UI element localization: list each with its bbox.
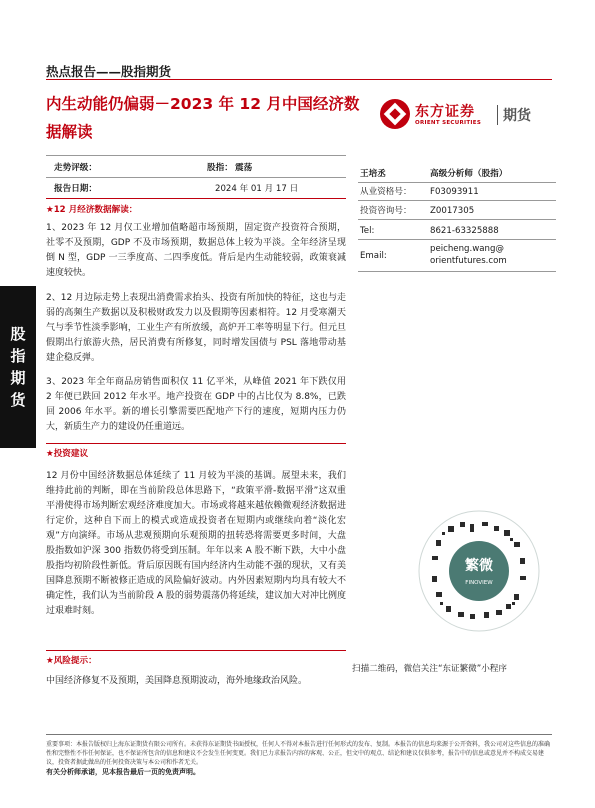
date-value: 2024 年 01 月 17 日 xyxy=(215,184,299,194)
analyst-title: 高级分析师（股指） xyxy=(430,169,508,179)
brand-name-en: ORIENT SECURITIES xyxy=(415,120,482,126)
meta-mid-rule xyxy=(46,177,346,178)
brand-logo xyxy=(380,99,540,133)
analyst-label-tel: Tel: xyxy=(360,226,375,236)
analyst-label-consult: 投资咨询号： xyxy=(360,206,412,216)
analyst-value-license: F03093911 xyxy=(430,187,479,197)
analyst-rule xyxy=(358,200,556,201)
section-heading-advice: ★投资建议 xyxy=(46,449,89,459)
section-rule xyxy=(46,650,346,651)
analyst-rule xyxy=(358,182,556,183)
footer-note: 有关分析师承诺，见本报告最后一页的免责声明。 xyxy=(46,768,200,776)
paragraph-data-3: 3、2023 年全年商品房销售面积仅 11 亿平米，从峰值 2021 年下跌仅用 2 年便已跌回 2012 年水平。地产投资在 GDP 中的占比仅为 8.8%，已跌回 2006 年水平。新的增长引擎需要匹配地产下行的速度，短期内压力仍大，新质生产力的建设仍任重道远。 xyxy=(46,377,346,432)
header-divider xyxy=(46,79,552,80)
meta-top-rule xyxy=(46,155,346,156)
brand-name-cn: 东方证券 xyxy=(415,104,475,120)
section-rule xyxy=(46,198,346,199)
footer-divider xyxy=(46,734,552,735)
analyst-rule xyxy=(358,271,556,272)
section-rule xyxy=(46,443,346,444)
section-heading-data: ★12 月经济数据解读： xyxy=(46,205,138,215)
analyst-label-license: 从业资格号： xyxy=(360,187,412,197)
analyst-value-consult: Z0017305 xyxy=(430,206,475,216)
analyst-value-tel: 8621-63325888 xyxy=(430,226,499,236)
side-tab xyxy=(0,286,36,448)
paragraph-data-2: 2、12 月边际走势上表现出消费需求抬头、投资有所加快的特征，这也与走弱的高频生产数据以及积极财政发力以及假期等因素相符。12 月受寒潮天气与季节性淡季影响，工业生产有所放缓，高炉开工率等明显下行。但元旦假期出行旅游火热，居民消费有所修复，同时增发国债与 PSL 落地带动基建企稳反弹。 xyxy=(46,293,346,363)
paragraph-advice: 12 月份中国经济数据总体延续了 11 月较为平淡的基调。展望未来，我们维持此前的判断，即在当前阶段总体思路下，“政策平滑-数据平滑”这双重平滑使得市场判断宏观经济难度加大。市场或将越来越依赖微观经济数据进行定价，这种自下而上的模式或造成投资者在短期内或继续向着“淡化宏观”方向演绎。市场从悲观预期向乐观预期的扭转恐将需要更多时间，大盘股指数如沪深 300 指数仍将受到压制。年年以来 A 股不断下跌，大中小盘股指均初阶段性新低。背后原因既有国内经济内生动能不强的现状，又有美国降息预期不断被修正造成的风险偏好波动。内外因素短期内均具有较大不确定性，我们认为当前阶段 A 股的弱势震荡仍将延续，建议加大对冲比例度过艰难时刻。 xyxy=(46,471,346,616)
analyst-name: 王培丞 xyxy=(360,169,386,179)
brand-separator xyxy=(497,105,498,125)
qr-code[interactable] xyxy=(418,510,540,632)
analyst-rule xyxy=(358,219,556,220)
disclaimer: 重要事项：本报告版权归上海东证期货有限公司所有。未获得东证期货书面授权，任何人不得对本报告进行任何形式的发布、复制。本报告的信息均来源于公开资料，我公司对这些信息的准确性和完整性不作任何保证，也不保证所包含的信息和建议不会发生任何变更。我们已力求报告内容的客观、公正，但文中的观点、结论和建议仅供参考，报告中的信息或意见并不构成交易建议，投资者据此做出的任何投资决策与本公司和作者无关。 xyxy=(46,741,551,766)
analyst-value-email[interactable]: peicheng.wang@ orientfutures.com xyxy=(430,244,507,266)
qr-caption: 扫描二维码，微信关注“东证繁微”小程序 xyxy=(352,664,507,674)
report-type: 热点报告——股指期货 xyxy=(46,64,172,79)
section-heading-risk: ★风险提示： xyxy=(46,656,97,666)
paragraph-data-1: 1、2023 年 12 月仅工业增加值略超市场预期，固定资产投资符合预期，社零不及预期，GDP 不及市场预期，数据总体上较为平淡。全年经济呈现倒 N 型，GDP 一三季度高、二四季度低。背后是内生动能较弱，政策衰减速度较快。 xyxy=(46,223,346,278)
brand-futures: 期货 xyxy=(503,108,531,124)
qr-brand-cn: 繁微 xyxy=(465,558,493,574)
paragraph-risk: 中国经济修复不及预期，美国降息预期波动，海外地缘政治风险。 xyxy=(46,676,308,686)
analyst-label-email: Email: xyxy=(360,251,387,261)
side-tab-label: 股 指 期 货 xyxy=(10,325,26,409)
qr-brand-en: FINOVIEW xyxy=(465,580,493,586)
sector-value: 震荡 xyxy=(235,163,253,173)
report-title: 内生动能仍偏弱－2023 年 12 月中国经济数据解读 xyxy=(46,95,360,141)
orient-logo-icon xyxy=(380,99,410,129)
date-label: 报告日期： xyxy=(54,184,97,194)
sector-label: 股指： xyxy=(207,163,233,173)
trend-label: 走势评级： xyxy=(54,163,97,173)
analyst-rule xyxy=(358,239,556,240)
